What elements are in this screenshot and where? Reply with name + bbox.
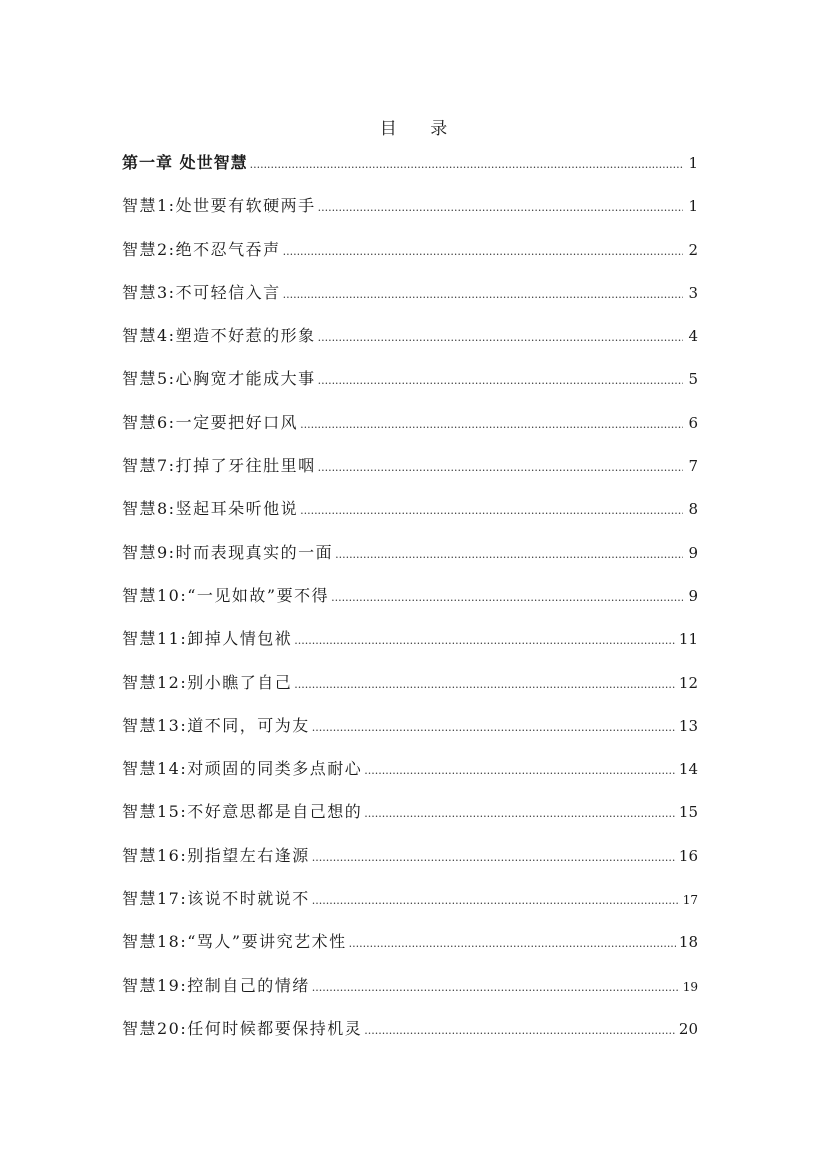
toc-entry	[122, 626, 698, 669]
dot-leader	[318, 461, 683, 474]
toc-entry	[122, 886, 698, 929]
toc-entry	[122, 366, 698, 409]
toc-entry-label: 第一章 处世智慧	[122, 153, 248, 172]
toc-entry-page-number: 15	[678, 803, 698, 822]
toc-entry	[122, 756, 698, 799]
toc-entry-label: 智慧14:对顽固的同类多点耐心	[122, 759, 363, 779]
toc-entry-page-number: 4	[688, 327, 698, 346]
toc-entry-page-number: 3	[688, 283, 698, 302]
toc-entry	[122, 583, 698, 626]
toc-entry	[122, 670, 698, 713]
toc-entry-label: 智慧17:该说不时就说不	[122, 889, 310, 909]
dot-leader	[331, 591, 683, 604]
toc-entry	[122, 973, 698, 1016]
dot-leader	[312, 721, 676, 734]
toc-entry-label: 智慧2:绝不忍气吞声	[122, 239, 281, 259]
toc-entry	[122, 410, 698, 453]
dot-leader	[312, 851, 676, 864]
toc-entry-page-number: 1	[688, 154, 698, 172]
toc-entry-label: 智慧7:打掉了牙往肚里咽	[122, 456, 316, 476]
dot-leader	[364, 764, 676, 777]
toc-entry-label: 智慧8:竖起耳朵听他说	[122, 499, 299, 519]
toc-entry-label: 智慧12:别小瞧了自己	[122, 672, 293, 692]
toc-entry-label: 智慧20:任何时候都要保持机灵	[122, 1018, 363, 1038]
toc-entry-label: 智慧15:不好意思都是自己想的	[122, 802, 363, 822]
toc-entry-page-number: 1	[688, 197, 698, 216]
toc-entry	[122, 843, 698, 886]
toc-chapter-entry	[122, 150, 698, 193]
toc-entry-page-number: 17	[682, 893, 698, 908]
toc-entry-page-number: 5	[688, 370, 698, 389]
toc-entry-page-number: 7	[688, 457, 698, 476]
toc-entry	[122, 540, 698, 583]
dot-leader	[364, 807, 676, 820]
dot-leader	[318, 201, 683, 214]
toc-entry	[122, 799, 698, 842]
toc-entry	[122, 323, 698, 366]
toc-entry-page-number: 13	[678, 716, 698, 735]
toc-entry-page-number: 19	[682, 979, 698, 994]
toc-entry	[122, 193, 698, 236]
toc-entry-label: 智慧3:不可轻信入言	[122, 282, 281, 302]
toc-entry-label: 智慧4:塑造不好惹的形象	[122, 326, 316, 346]
toc-entry-page-number: 2	[688, 240, 698, 259]
toc-entry-page-number: 9	[688, 543, 698, 562]
toc-entry	[122, 237, 698, 280]
toc-entry	[122, 1016, 698, 1059]
toc-entry-label: 智慧9:时而表现真实的一面	[122, 542, 334, 562]
dot-leader	[283, 245, 683, 258]
toc-entry-page-number: 14	[678, 760, 698, 779]
toc-entry-page-number: 6	[688, 413, 698, 432]
toc-entry-page-number: 20	[678, 1019, 698, 1038]
dot-leader	[312, 981, 680, 994]
toc-entry-label: 智慧11:卸掉人情包袱	[122, 629, 293, 649]
dot-leader	[250, 158, 683, 171]
dot-leader	[294, 678, 676, 691]
toc-title: 目 录	[379, 119, 462, 139]
toc-entry-page-number: 11	[678, 630, 698, 649]
toc-entry-page-number: 18	[678, 933, 698, 952]
dot-leader	[318, 374, 683, 387]
toc-entry	[122, 280, 698, 323]
dot-leader	[364, 1024, 676, 1037]
dot-leader	[318, 331, 683, 344]
dot-leader	[300, 418, 683, 431]
table-of-contents	[122, 150, 698, 1059]
dot-leader	[312, 894, 680, 907]
dot-leader	[349, 937, 676, 950]
toc-entry-page-number: 8	[688, 500, 698, 519]
toc-entry	[122, 496, 698, 539]
toc-entry-label: 智慧13:道不同，可为友	[122, 715, 310, 735]
toc-entry-label: 智慧16:别指望左右逢源	[122, 845, 310, 865]
toc-entry-label: 智慧10:“一见如故”要不得	[122, 585, 330, 605]
toc-entry-label: 智慧6:一定要把好口风	[122, 412, 299, 432]
dot-leader	[283, 288, 683, 301]
toc-entry	[122, 453, 698, 496]
toc-entry-page-number: 9	[688, 586, 698, 605]
toc-entry-label: 智慧18:“骂人”要讲究艺术性	[122, 932, 347, 952]
dot-leader	[335, 548, 683, 561]
dot-leader	[300, 504, 683, 517]
toc-entry-label: 智慧19:控制自己的情绪	[122, 975, 310, 995]
toc-entry-label: 智慧1:处世要有软硬两手	[122, 196, 316, 216]
toc-entry	[122, 713, 698, 756]
toc-entry-page-number: 12	[678, 673, 698, 692]
toc-entry-label: 智慧5:心胸宽才能成大事	[122, 369, 316, 389]
toc-entry-page-number: 16	[678, 846, 698, 865]
dot-leader	[294, 634, 676, 647]
toc-entry	[122, 929, 698, 972]
